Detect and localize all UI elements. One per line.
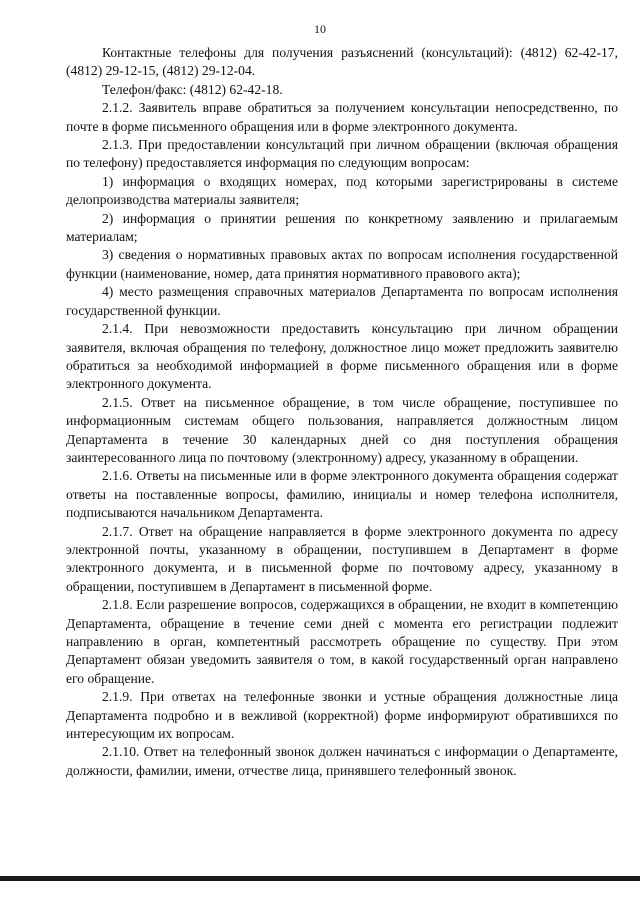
- paragraph-2-1-6: 2.1.6. Ответы на письменные или в форме электронного документа обращения содержат ответы на поставленные вопросы, фамилию, инициалы и номер телефона исполнителя, подписываются начальником Департамента.: [66, 468, 618, 521]
- paragraph-2-1-3: 2.1.3. При предоставлении консультаций при личном обращении (включая обращения по телефону) предоставляется информация по следующим вопросам:: [66, 137, 618, 171]
- paragraph-2-1-4: 2.1.4. При невозможности предоставить консультацию при личном обращении заявителя, включая обращения по телефону, должностное лицо может предложить заявителю обратиться за необходимой информацией в форме письменного обращения или в форме электронного документа.: [66, 321, 618, 392]
- list-item-2: 2) информация о принятии решения по конкретному заявлению и прилагаемым материалам;: [66, 210, 618, 245]
- paragraph-2-1-10: 2.1.10. Ответ на телефонный звонок должен начинаться с информации о Департаменте, должности, фамилии, имени, отчестве лица, принявшего телефонный звонок.: [66, 744, 618, 778]
- list-item-4: 4) место размещения справочных материалов Департамента по вопросам исполнения государственной функции.: [66, 284, 618, 318]
- paragraph-2-1-8: 2.1.8. Если разрешение вопросов, содержащихся в обращении, не входит в компетенцию Департамента, обращение в течение семи дней с момента его регистрации подлежит направлению в орган, компетентный рассмотреть обращение по существу. При этом Департамент обязан уведомить заявителя о том, в какой государственный орган направлено его обращение.: [66, 597, 618, 686]
- paragraph-2-1-5: 2.1.5. Ответ на письменное обращение, в том числе обращение, поступившее по информационным системам общего пользования, направляется должностным лицом Департамента в течение 30 календарных дней со дня поступления обращения заинтересованного лица по почтовому (электронному) адресу, указанному в обращении.: [66, 394, 618, 465]
- paragraph-contact-phones: Контактные телефоны для получения разъяснений (консультаций): (4812) 62-42-17, (4812) 29-12-15, (4812) 29-12-04.: [66, 45, 618, 79]
- paragraph-2-1-7: 2.1.7. Ответ на обращение направляется в форме электронного документа по адресу электронной почты, указанному в обращении, поступившем в Департамент в форме электронного документа, и в письменной форме по почтовому адресу, указанному в обращении, поступившем в Департамент в письменной форме.: [66, 523, 618, 594]
- paragraph-2-1-2: 2.1.2. Заявитель вправе обратиться за получением консультации непосредственно, по почте в форме письменного обращения или в форме электронного документа.: [66, 100, 618, 134]
- list-item-3: 3) сведения о нормативных правовых актах по вопросам исполнения государственной функции (наименование, номер, дата принятия нормативного правового акта);: [66, 247, 618, 281]
- document-body: [66, 44, 618, 780]
- paragraph-2-1-9: 2.1.9. При ответах на телефонные звонки и устные обращения должностные лица Департамента подробно и в вежливой (корректной) форме информируют обратившихся по интересующим их вопросам.: [66, 689, 618, 742]
- paragraph-phone-fax: Телефон/факс: (4812) 62-42-18.: [102, 81, 283, 97]
- list-item-1: 1) информация о входящих номерах, под которыми зарегистрированы в системе делопроизводства материалы заявителя;: [66, 173, 618, 208]
- page-number: 10: [314, 22, 326, 36]
- bottom-scan-border: [0, 876, 640, 881]
